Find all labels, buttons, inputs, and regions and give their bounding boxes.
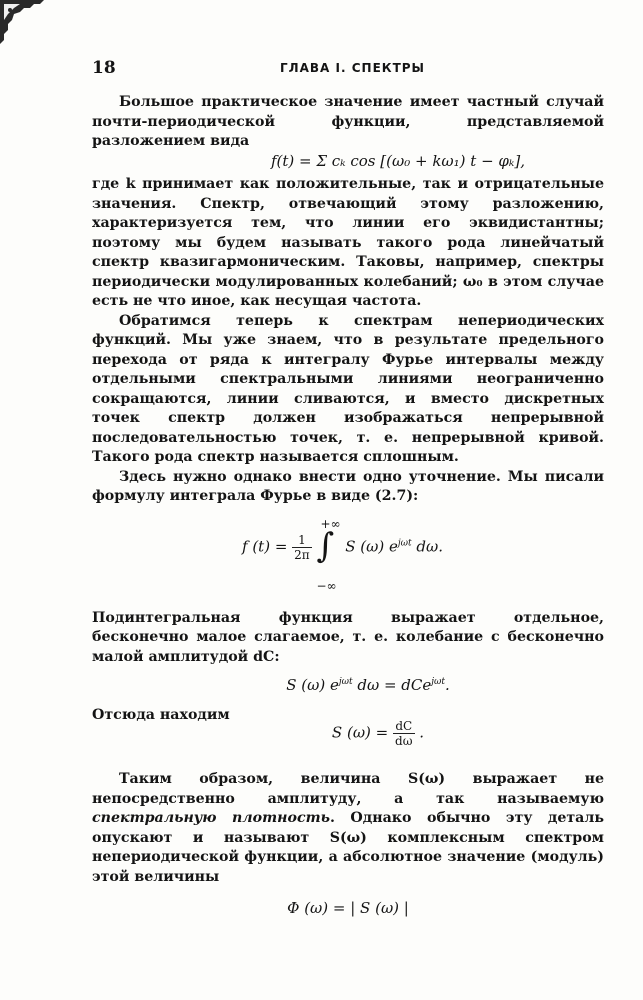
- spectral-density-term: спектральную плотность: [92, 810, 330, 826]
- paragraph-7: [92, 770, 604, 887]
- f4-lhs: S (ω) =: [331, 723, 389, 742]
- f2-numerator: 1: [292, 533, 312, 548]
- page-number: 18: [92, 58, 116, 78]
- f2-exponent: jωt: [397, 538, 412, 548]
- f3-part-c: .: [445, 676, 450, 694]
- integral-lower-limit: −∞: [316, 579, 337, 594]
- formula-fourier-integral: [92, 513, 604, 603]
- f3-exponent: jωt: [338, 677, 353, 687]
- paragraph-5: Подинтегральная функция выражает отдельное, бесконечно малое слагаемое, т. е. колебание с бесконечно малой амплитудой dC:: [92, 609, 604, 665]
- formula-modulus: Φ (ω) = | S (ω) |: [287, 899, 409, 917]
- integral-sign: ∫ +∞ −∞: [316, 537, 340, 557]
- f3-part-a: S (ω) e: [286, 676, 339, 694]
- paragraph-4: Здесь нужно однако внести одно уточнение. Мы писали формулу интеграла Фурье в виде (2.7):: [92, 468, 604, 504]
- formula-almost-periodic: f(t) = Σ cₖ cos [(ω₀ + kω₁) t − φₖ],: [270, 151, 526, 170]
- f4-denominator: dω: [395, 734, 413, 748]
- paragraph-7-part-a: Таким образом, величина S(ω) выражает не непосредственно амплитуду, а так называемую: [92, 771, 604, 807]
- running-head: ГЛАВА I. СПЕКТРЫ: [280, 61, 425, 75]
- formula-amplitude: [132, 673, 604, 696]
- corner-ornament: [0, 0, 44, 44]
- f2-fraction: [292, 533, 312, 562]
- paragraph-2: где k принимает как положительные, так и отрицательные значения. Спектр, отвечающий этому разложению, характеризуется тем, что линии его эквидистантны; поэтому мы будем называть такого рода линейчатый спектр квазигармоническим. Таковы, например, спектры периодически модулированных колебаний; ω₀ в этом случае есть не что иное, как несущая частота.: [92, 176, 604, 309]
- integral-upper-limit: +∞: [320, 517, 341, 532]
- f2-integrand: S (ω) e: [345, 537, 398, 555]
- page-header: [0, 58, 643, 82]
- f4-tail: .: [419, 723, 425, 742]
- paragraph-7-part-b: . Однако обычно эту деталь опускают и называют S(ω) комплексным спектром непериодической функции, а абсолютное значение (модуль) этой величины: [92, 810, 604, 885]
- page-body: [92, 93, 604, 919]
- paragraph-3: Обратимся теперь к спектрам непериодических функций. Мы уже знаем, что в результате предельного перехода от ряда к интегралу Фурье интервалы между отдельными спектральными линиями неограниченно сокращаются, линии сливаются, и вместо дискретных точек спектр должен изображаться непрерывной последовательностью точек, т. е. непрерывной кривой. Такого рода спектр называется сплошным.: [92, 312, 604, 465]
- f2-lhs: f (t) =: [242, 537, 288, 555]
- f4-fraction: [393, 719, 414, 748]
- f3-part-b: dω = dCe: [357, 676, 432, 694]
- paragraph-1: Большое практическое значение имеет частный случай почти-периодической функции, представляемой разложением вида: [92, 94, 604, 149]
- f2-tail: dω.: [416, 537, 444, 555]
- f3-exponent-2: jωt: [431, 677, 446, 687]
- f4-numerator: dC: [393, 719, 414, 734]
- paragraph-6: Отсюда находим: [92, 706, 230, 723]
- f2-denominator: 2π: [294, 547, 310, 562]
